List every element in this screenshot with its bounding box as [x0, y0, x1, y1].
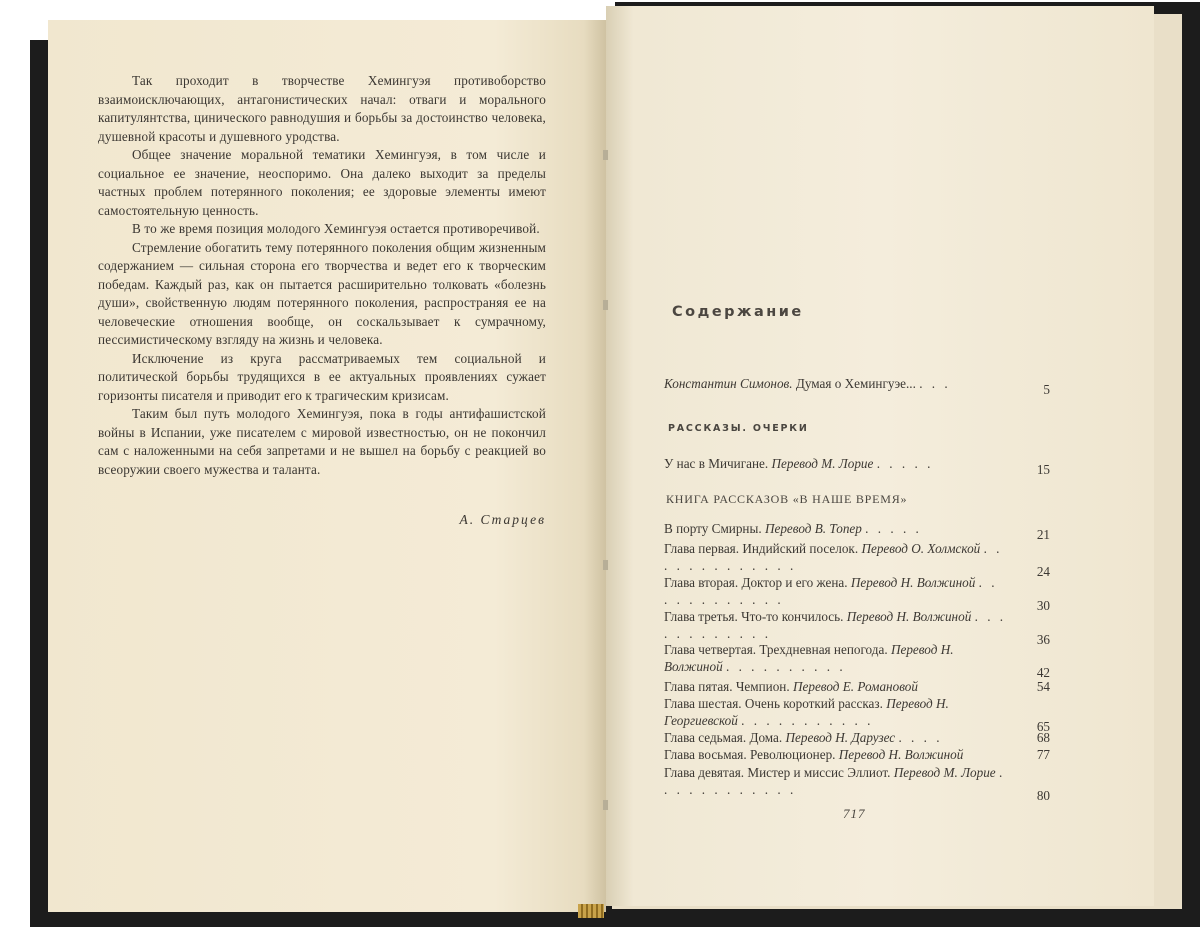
- toc-entry: Глава девятая. Мистер и миссис Эллиот. Перевод М. Лорие . . . . . . . . . . . . 80: [664, 765, 1050, 803]
- toc-entry-translator: Перевод Н. Волжиной: [846, 609, 972, 624]
- toc-entry-title: Глава седьмая. Дома.: [664, 730, 783, 745]
- paragraph: Общее значение моральной тематики Хемингуэя, в том числе и социальное ее значение, неоспоримо. Она далеко выходит за пределы частных проблем потерянного поколения; ее здоровые элементы имеют самостоятельную ценность.: [98, 147, 546, 218]
- toc-entry-translator: Перевод Н. Волжиной: [850, 575, 976, 590]
- toc-entry-translator: Перевод Н. Волжиной: [838, 747, 964, 762]
- toc-entry: Глава третья. Что-то кончилось. Перевод Н. Волжиной . . . . . . . . . . . . 36: [664, 609, 1050, 647]
- toc-entry-translator: Перевод М. Лорие: [893, 765, 996, 780]
- toc-entry-page: 21: [1036, 527, 1050, 542]
- toc-entry-page: 36: [1036, 632, 1050, 647]
- toc-entry: [664, 746, 1050, 763]
- toc-entry-title: Глава восьмая. Революционер.: [664, 747, 836, 762]
- toc-entry-intro: Константин Симонов. Думая о Хемингуэе... . . . 5: [664, 376, 1050, 397]
- toc-entry: Глава седьмая. Дома. Перевод Н. Дарузес . . . . 68: [664, 730, 1050, 745]
- toc-entry-translator: Перевод Н. Георгиевской: [664, 696, 949, 728]
- toc-entry-title: Глава четвертая. Трехдневная непогода.: [664, 642, 888, 657]
- toc-entry: Глава первая. Индийский поселок. Перевод О. Холмской . . . . . . . . . . . . . 24: [664, 541, 1050, 579]
- toc-entry-page: 30: [1036, 598, 1050, 613]
- binding-thread: [603, 560, 608, 570]
- section-heading: РАССКАЗЫ. ОЧЕРКИ: [668, 423, 809, 434]
- paragraph: Так проходит в творчестве Хемингуэя противоборство взаимоисключающих, антагонистических начал: отваги и морального капитулянтства, цинического равнодушия и борьбы за достоинство человека, душевной красоты и душевного уродства.: [98, 73, 546, 144]
- toc-entry-page: 15: [1036, 462, 1050, 477]
- toc-entry-title: В порту Смирны.: [664, 521, 762, 536]
- toc-entry: Глава вторая. Доктор и его жена. Перевод Н. Волжиной . . . . . . . . . . . . 30: [664, 575, 1050, 613]
- toc-entry-title: Глава шестая. Очень короткий рассказ.: [664, 696, 883, 711]
- toc-entry: [664, 678, 1050, 695]
- paragraph: В то же время позиция молодого Хемингуэя остается противоречивой.: [132, 221, 540, 236]
- toc-entry: У нас в Мичигане. Перевод М. Лорие . . . . . 15: [664, 456, 1050, 477]
- binding-thread: [603, 150, 608, 160]
- paragraph: Исключение из круга рассматриваемых тем социальной и политической борьбы трудящихся в ее актуальных проявлениях сужает горизонты писателя и приводит его к трагическим кризисам.: [98, 350, 546, 403]
- bookmark-ribbon: [578, 904, 604, 918]
- toc-entry-title: Думая о Хемингуэе...: [795, 376, 916, 391]
- toc-entry-page: 77: [1036, 747, 1050, 762]
- toc-entry-page: 65: [1036, 719, 1050, 734]
- toc-entry-page: 54: [1036, 679, 1050, 694]
- toc-entry-title: Глава вторая. Доктор и его жена.: [664, 575, 848, 590]
- section-heading: КНИГА РАССКАЗОВ «В НАШЕ ВРЕМЯ»: [666, 492, 908, 506]
- toc-entry-translator: Перевод М. Лорие: [771, 456, 874, 471]
- toc-entry: В порту Смирны. Перевод В. Топер . . . . . 21: [664, 521, 1050, 542]
- toc-title: Содержание: [672, 304, 804, 320]
- binding-thread: [603, 800, 608, 810]
- toc-entry-translator: Перевод Н. Дарузес: [785, 730, 896, 745]
- toc-entry-translator: Перевод В. Топер: [764, 521, 862, 536]
- toc-entry-page: 68: [1036, 730, 1050, 745]
- toc-entry-translator: Перевод Е. Романовой: [792, 679, 918, 694]
- toc-entry-title: Глава третья. Что-то кончилось.: [664, 609, 844, 624]
- toc-entry-page: 5: [1043, 382, 1050, 397]
- toc-entry: Глава четвертая. Трехдневная непогода. Перевод Н. Волжиной . . . . . . . . . . 42: [664, 642, 1050, 680]
- toc-entry-page: 42: [1036, 665, 1050, 680]
- page-number: 717: [843, 806, 866, 821]
- binding-thread: [603, 300, 608, 310]
- toc-entry-title: Глава первая. Индийский поселок.: [664, 541, 859, 556]
- toc-entry-page: 24: [1036, 564, 1050, 579]
- author-signature: А. Старцев: [459, 512, 546, 527]
- toc-entry-translator: Перевод Н. Волжиной: [664, 642, 954, 674]
- toc-entry: Глава шестая. Очень короткий рассказ. Перевод Н. Георгиевской . . . . . . . . . . . 65: [664, 696, 1050, 734]
- toc-entry-author: Константин Симонов.: [664, 376, 793, 391]
- toc-entry-title: Глава девятая. Мистер и миссис Эллиот.: [664, 765, 891, 780]
- paragraph: Таким был путь молодого Хемингуэя, пока в годы антифашистской войны в Испании, уже писателем с мировой известностью, он не покончил сам с наложенными на себя запретами и не вышел на борьбу с реакцией во всеоружии своего мужества и таланта.: [98, 406, 546, 477]
- toc-entry-title: Глава пятая. Чемпион.: [664, 679, 790, 694]
- left-page-text: [98, 72, 546, 479]
- toc-entry-translator: Перевод О. Холмской: [861, 541, 981, 556]
- toc-entry-title: У нас в Мичигане.: [664, 456, 769, 471]
- paragraph: Стремление обогатить тему потерянного поколения общим жизненным содержанием — сильная сторона его творчества и ведет его к творческим победам. Каждый раз, как он пытается расширительно толковать «болезнь души», свойственную людям потерянного поколения, распространяя ее на человеческие отношения вообще, он соскальзывает к сумрачному, пессимистическому взгляду на жизнь и человека.: [98, 239, 546, 347]
- toc-entry-page: 80: [1036, 788, 1050, 803]
